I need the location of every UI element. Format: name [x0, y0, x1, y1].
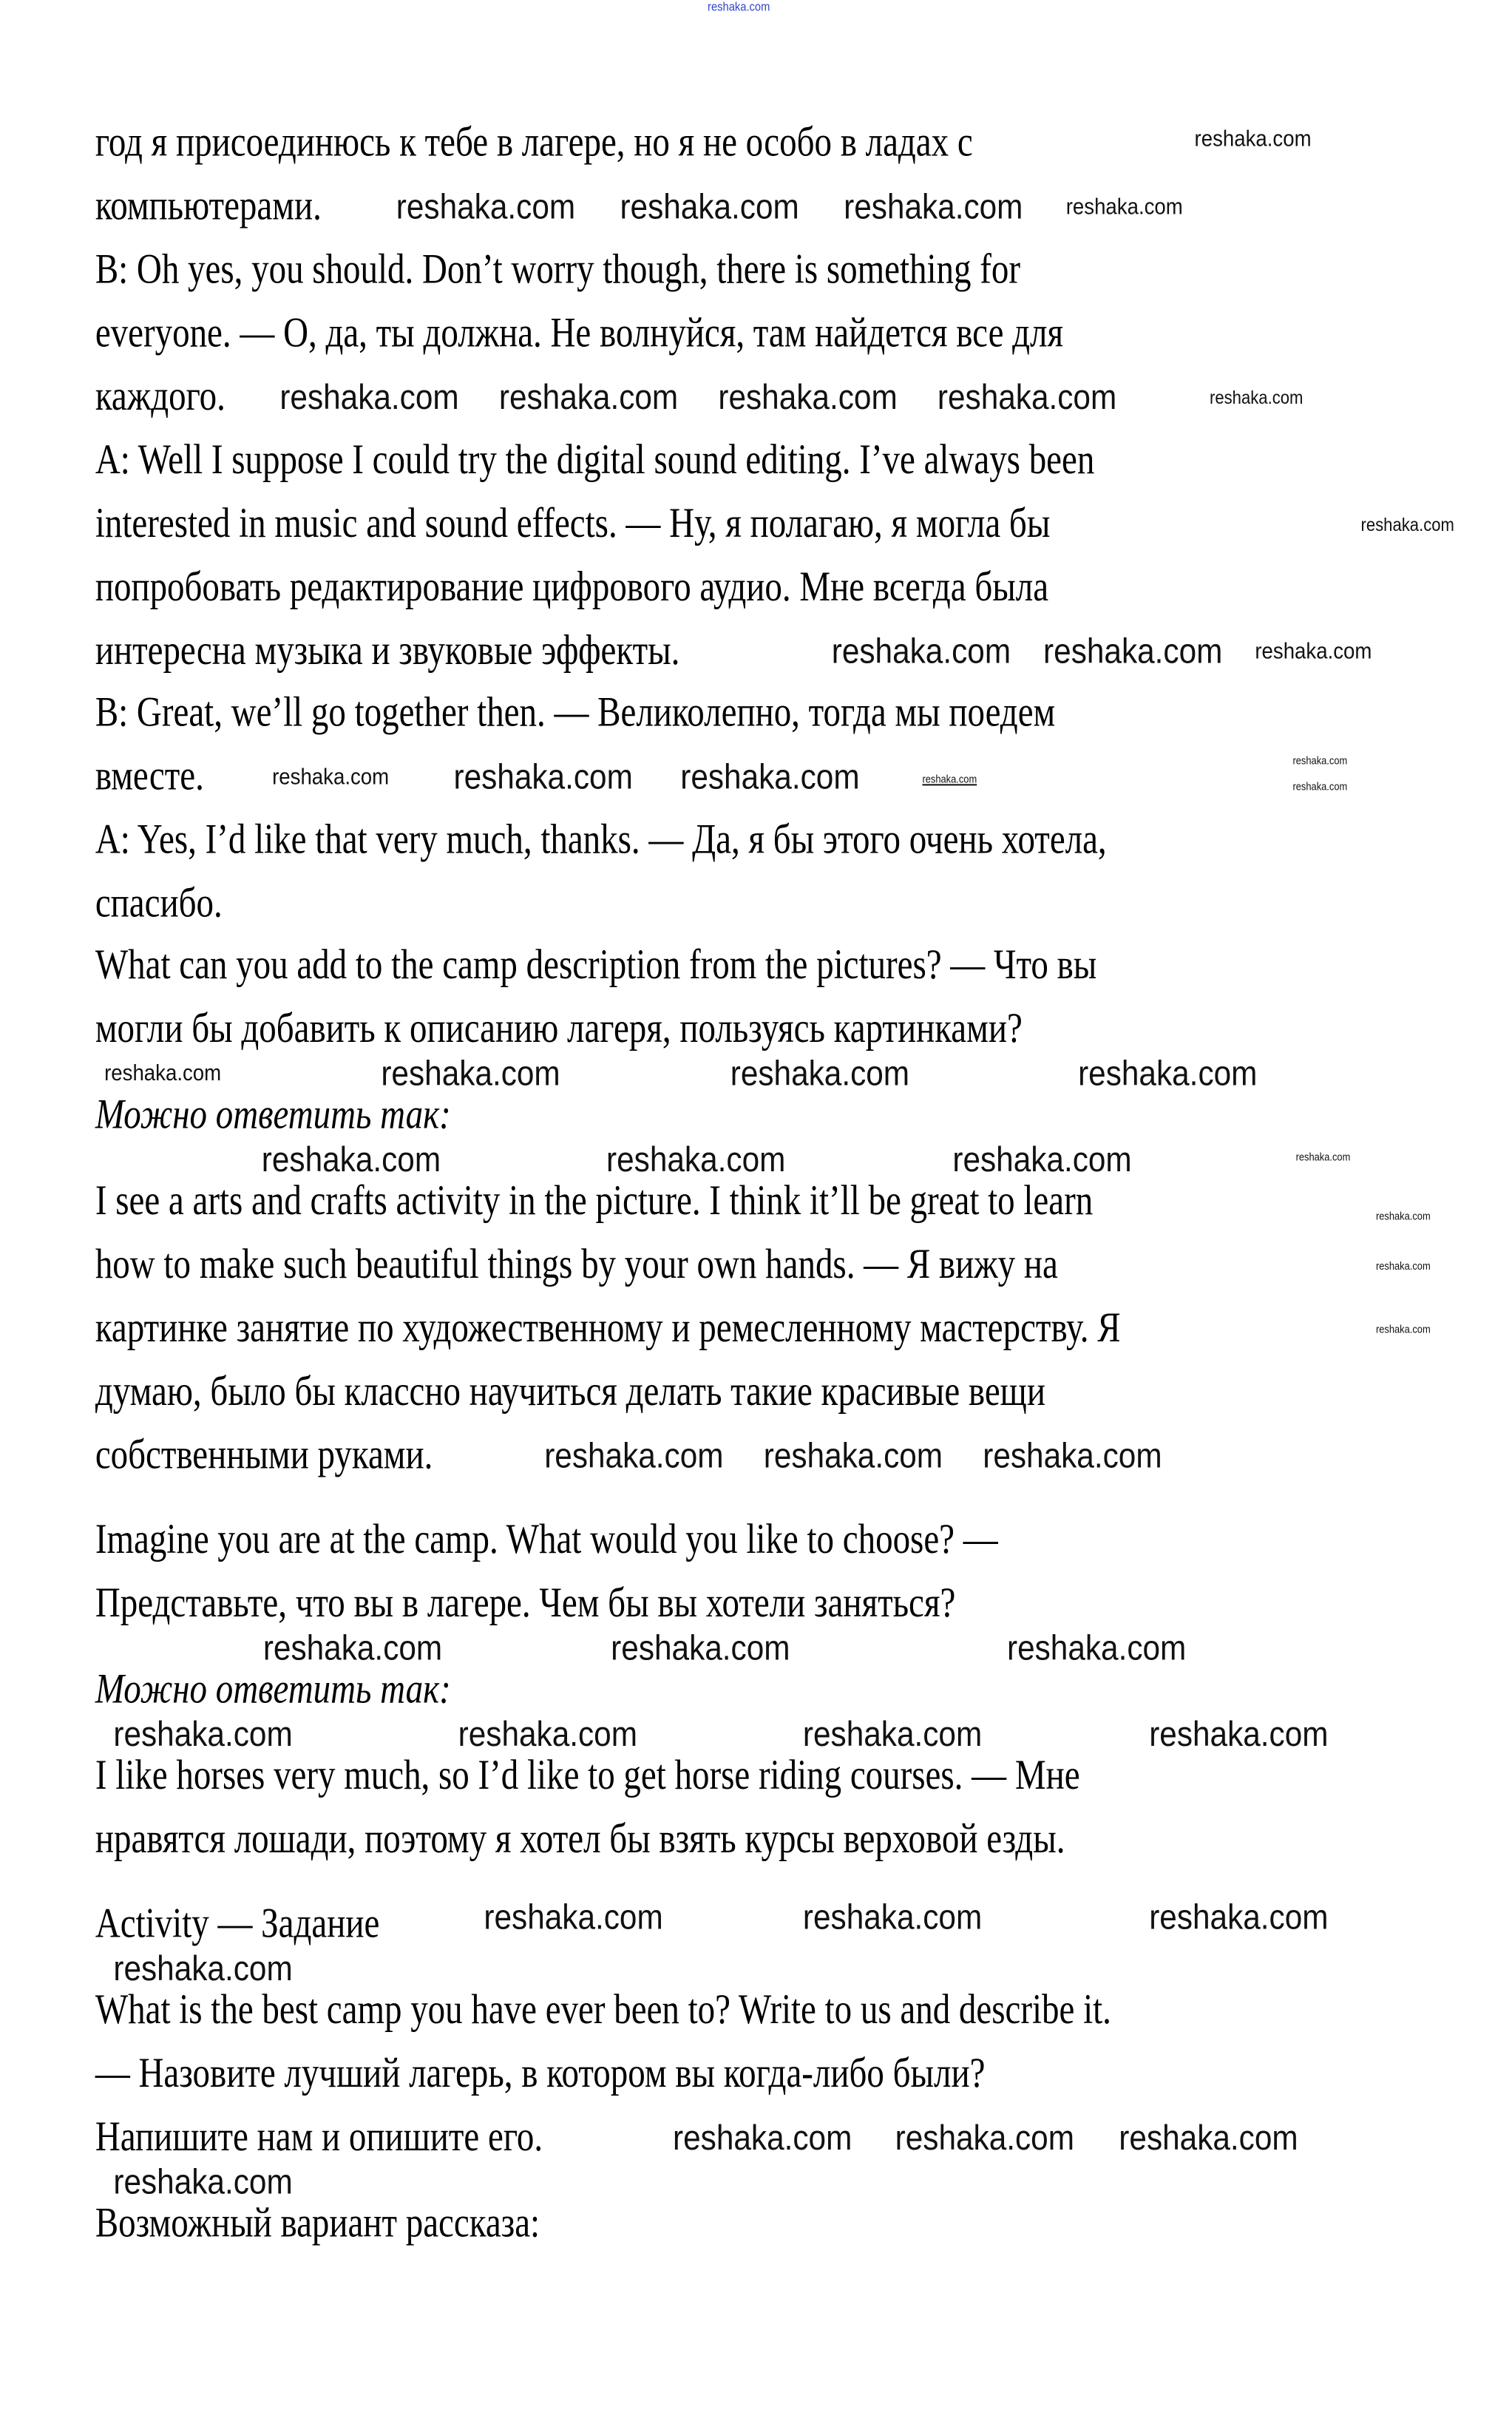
answer-hint: Можно ответить так: [95, 1091, 451, 1139]
watermark: reshaka.com [1375, 1212, 1431, 1223]
watermark: reshaka.com [396, 186, 576, 226]
section-heading: Activity — Задание [95, 1900, 380, 1948]
text-line: Представьте, что вы в лагере. Чем бы вы хотели заняться? [95, 1580, 956, 1628]
watermark: reshaka.com [453, 756, 633, 796]
text-line: I see a arts and crafts activity in the picture. I think it’ll be great to learn [95, 1178, 1094, 1225]
watermark: reshaka.com [606, 1139, 786, 1179]
watermark: reshaka.com [113, 1948, 293, 1988]
watermark: reshaka.com [1375, 1262, 1431, 1273]
text-line: how to make such beautiful things by your own hands. — Я вижу на [95, 1241, 1058, 1289]
watermark: reshaka.com [1292, 782, 1348, 793]
watermark: reshaka.com [1149, 1897, 1329, 1937]
watermark: reshaka.com [1375, 1325, 1431, 1336]
watermark: reshaka.com [952, 1139, 1132, 1179]
text-line: everyone. — О, да, ты должна. Не волнуйся, там найдется все для [95, 310, 1064, 357]
watermark: reshaka.com [498, 377, 679, 417]
text-line: B: Oh yes, you should. Don’t worry though, there is something for [95, 246, 1020, 294]
watermark: reshaka.com [262, 1628, 443, 1667]
watermark: reshaka.com [1006, 1628, 1187, 1667]
text-line: Напишите нам и опишите его. [95, 2113, 543, 2161]
text-line: могли бы добавить к описанию лагеря, пользуясь картинками? [95, 1005, 1023, 1053]
text-line: B: Great, we’ll go together then. — Великолепно, тогда мы поедем [95, 689, 1056, 736]
watermark: reshaka.com [937, 377, 1117, 417]
watermark: reshaka.com [1295, 1153, 1351, 1164]
watermark: reshaka.com [673, 2118, 852, 2158]
watermark: reshaka.com [1360, 514, 1454, 535]
watermark: reshaka.com [279, 377, 459, 417]
watermark: reshaka.com [113, 2161, 293, 2201]
watermark: reshaka.com [1119, 2118, 1298, 2158]
watermark: reshaka.com [544, 1435, 724, 1475]
watermark: reshaka.com [1210, 387, 1303, 409]
watermark: reshaka.com [844, 186, 1023, 226]
watermark: reshaka.com [1065, 194, 1183, 220]
text-line: Imagine you are at the camp. What would you like to choose? — [95, 1517, 998, 1564]
watermark-link[interactable]: reshaka.com [708, 0, 770, 14]
watermark: reshaka.com [1149, 1714, 1329, 1754]
text-line: — Назовите лучший лагерь, в котором вы когда-либо были? [95, 2050, 986, 2098]
text-line: собственными руками. [95, 1432, 433, 1480]
watermark: reshaka.com [484, 1897, 663, 1937]
watermark: reshaka.com [802, 1714, 983, 1754]
watermark: reshaka.com [1043, 631, 1223, 671]
text-line: What can you add to the camp description from the pictures? — Что вы [95, 942, 1097, 989]
watermark: reshaka.com [458, 1714, 637, 1754]
watermark: reshaka.com [680, 756, 860, 796]
text-line: interested in music and sound effects. — Ну, я полагаю, я могла бы [95, 500, 1051, 548]
watermark: reshaka.com [831, 631, 1011, 671]
watermark: reshaka.com [113, 1714, 293, 1754]
watermark: reshaka.com [983, 1435, 1162, 1475]
text-line: спасибо. [95, 880, 223, 927]
text-line: вместе. [95, 753, 204, 800]
watermark: reshaka.com [611, 1628, 790, 1667]
watermark: reshaka.com [1078, 1053, 1258, 1093]
watermark: reshaka.com [718, 377, 898, 417]
text-line: картинке занятие по художественному и ремесленному мастерству. Я [95, 1304, 1121, 1352]
watermark: reshaka.com [272, 764, 390, 790]
watermark: reshaka.com [381, 1053, 560, 1093]
text-line: Возможный вариант рассказа: [95, 2200, 540, 2247]
text-line: думаю, было бы классно научиться делать такие красивые вещи [95, 1368, 1045, 1416]
text-line: каждого. [95, 373, 226, 421]
watermark: reshaka.com [802, 1897, 983, 1937]
answer-hint: Можно ответить так: [95, 1666, 451, 1713]
watermark: reshaka.com [1292, 756, 1348, 768]
watermark: reshaka.com [1194, 126, 1312, 152]
text-line: год я присоединюсь к тебе в лагере, но я не особо в ладах с [95, 119, 973, 166]
text-line: I like horses very much, so I’d like to get horse riding courses. — Мне [95, 1752, 1080, 1800]
watermark: reshaka.com [895, 2118, 1074, 2158]
watermark: reshaka.com [104, 1060, 222, 1087]
text-line: A: Yes, I’d like that very much, thanks. — Да, я бы этого очень хотела, [95, 816, 1107, 864]
watermark: reshaka.com [730, 1053, 910, 1093]
text-line: интересна музыка и звуковые эффекты. [95, 627, 680, 675]
text-line: попробовать редактирование цифрового аудио. Мне всегда была [95, 563, 1049, 612]
text-line: компьютерами. [95, 183, 322, 230]
watermark: reshaka.com [1255, 639, 1372, 665]
text-line: What is the best camp you have ever been to? Write to us and describe it. [95, 1987, 1111, 2034]
watermark: reshaka.com [620, 186, 799, 226]
text-line: A: Well I suppose I could try the digital sound editing. I’ve always been [95, 437, 1095, 484]
watermark: reshaka.com [922, 775, 977, 786]
watermark: reshaka.com [763, 1435, 943, 1475]
text-line: нравятся лошади, поэтому я хотел бы взять курсы верховой езды. [95, 1816, 1065, 1863]
watermark: reshaka.com [261, 1139, 441, 1179]
